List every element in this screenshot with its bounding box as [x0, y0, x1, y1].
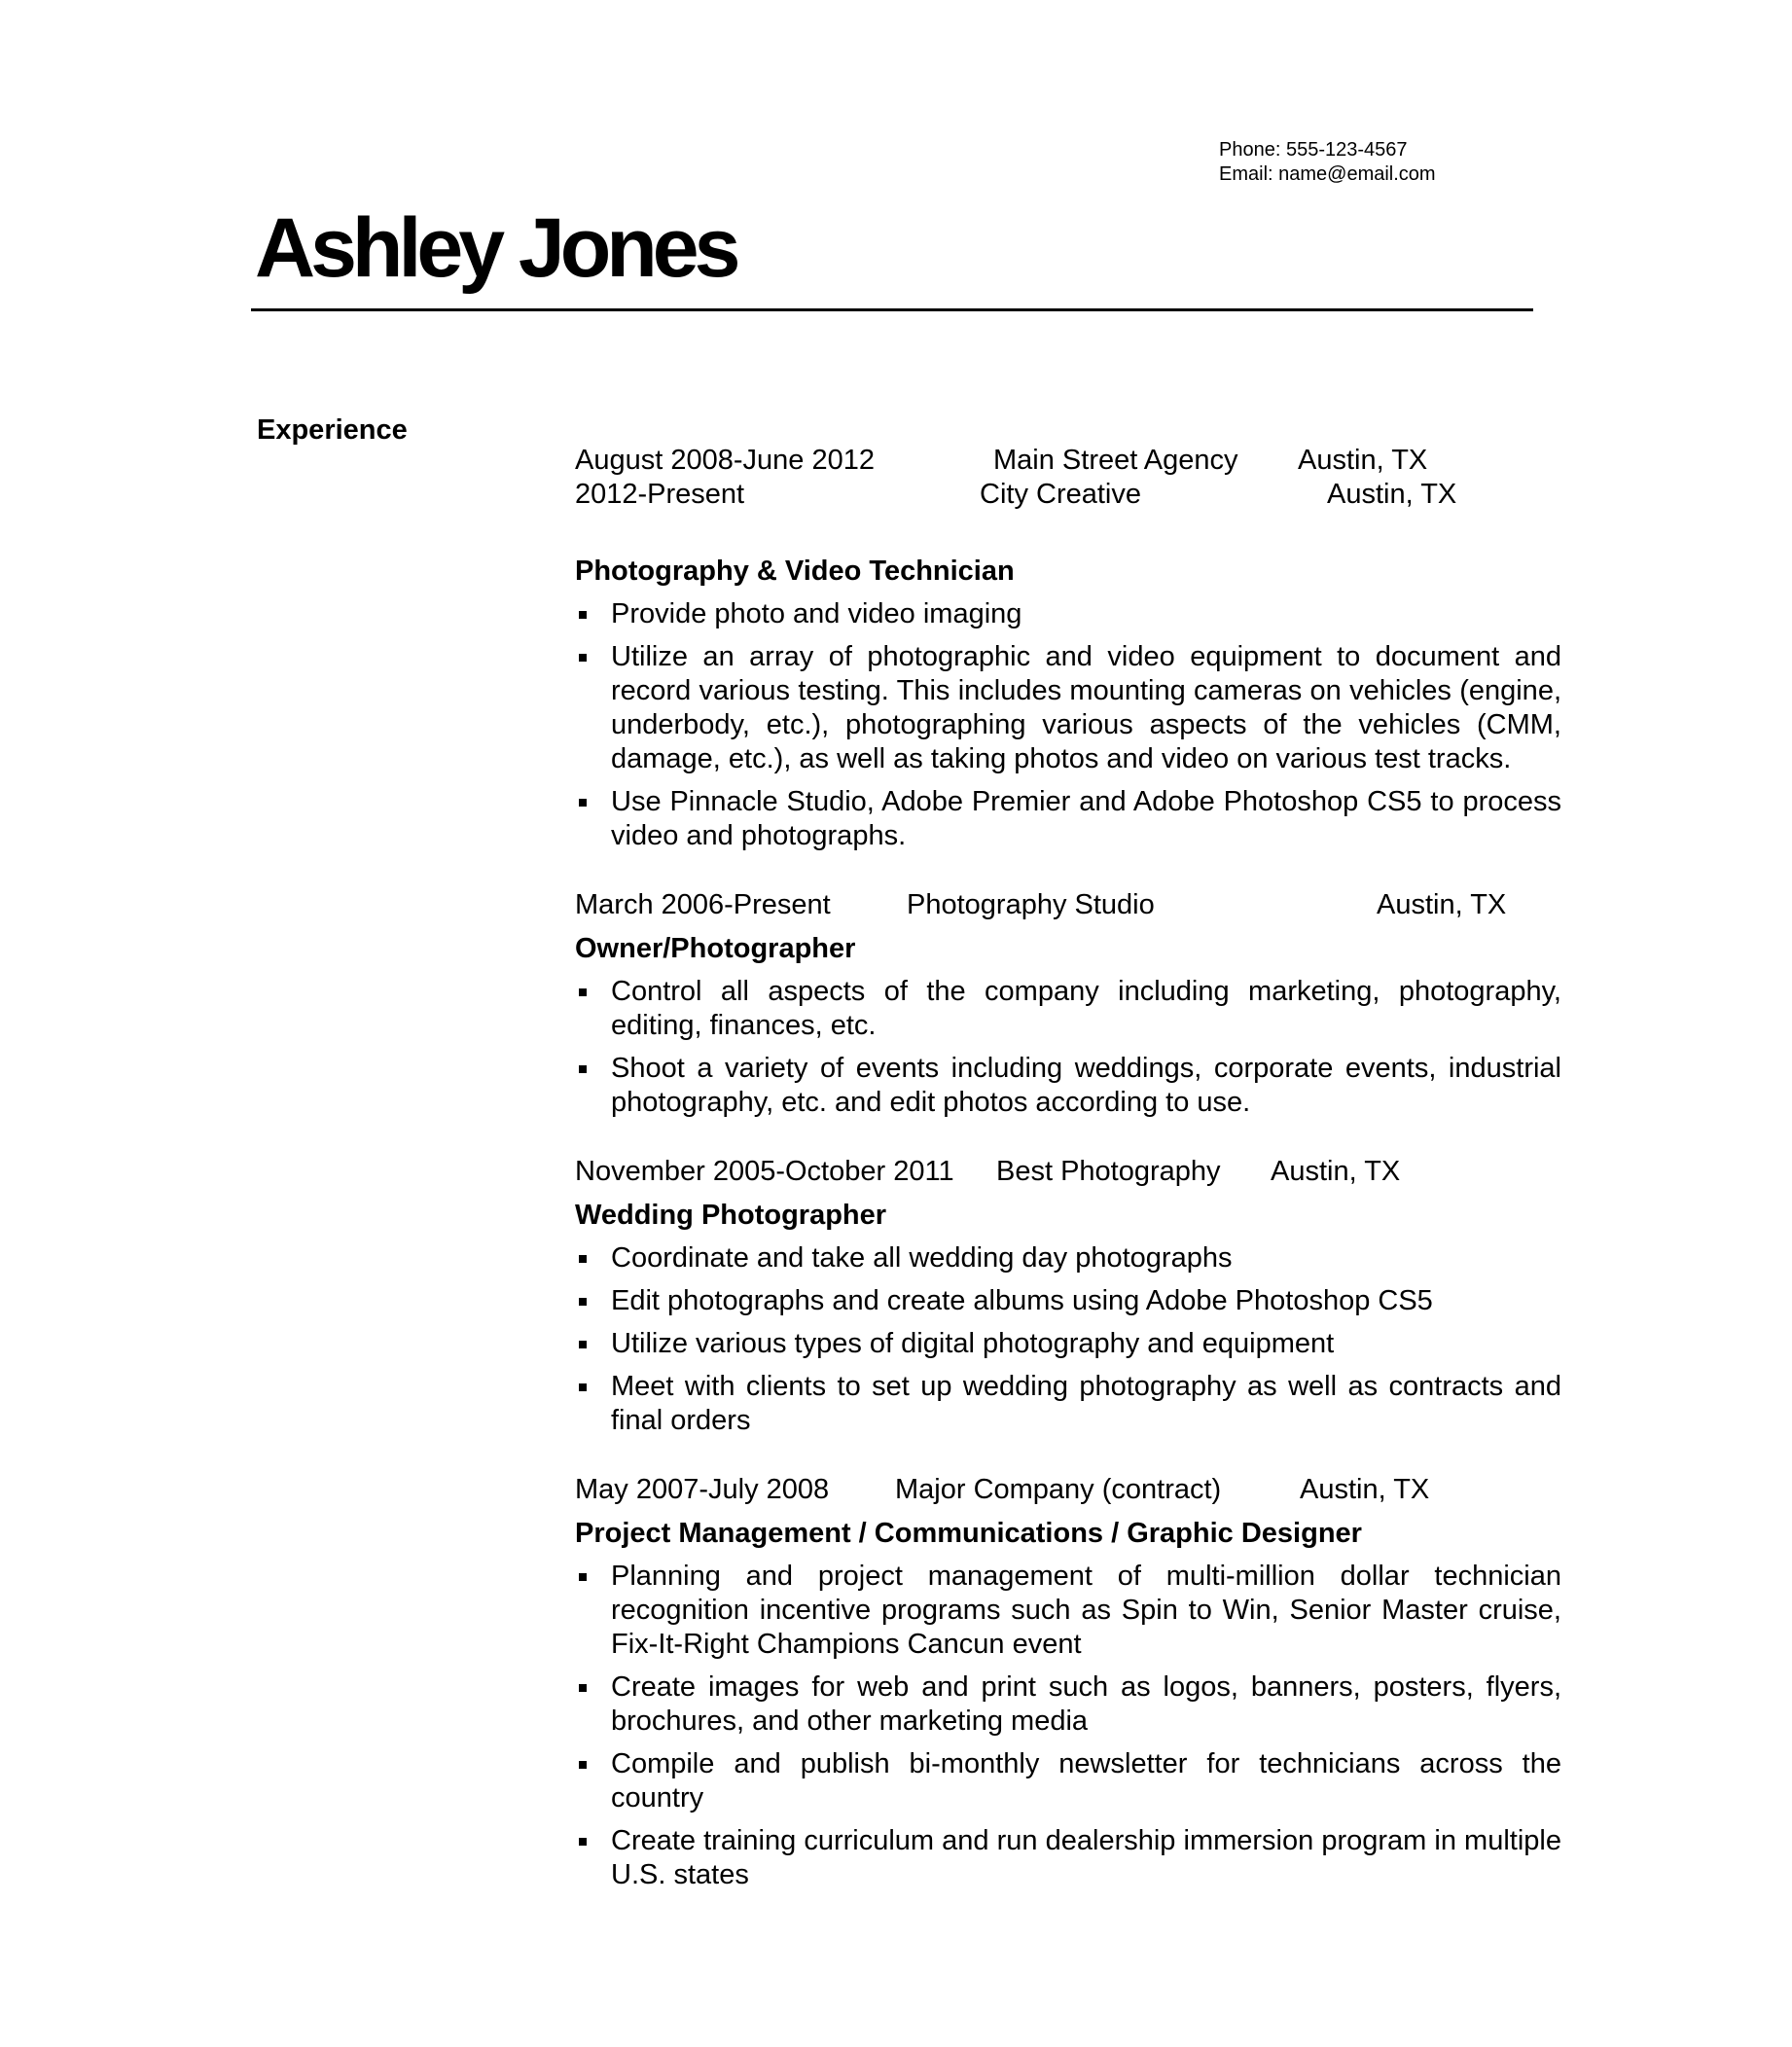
bullet-item: Create images for web and print such as logos, banners, posters, flyers, brochures, and other marketing media	[575, 1670, 1561, 1739]
job-meta-line	[575, 1473, 1561, 1507]
bullet-square-icon	[579, 1255, 587, 1263]
bullet-item: Edit photographs and create albums using Adobe Photoshop CS5	[575, 1284, 1561, 1318]
job-title: Owner/Photographer	[575, 933, 856, 964]
job-entry	[575, 1155, 1561, 1438]
bullet-item: Shoot a variety of events including weddings, corporate events, industrial photography, etc. and edit photos according to use.	[575, 1052, 1561, 1120]
job-location: Austin, TX	[1300, 1474, 1430, 1505]
job-dates: August 2008-June 2012	[575, 445, 875, 476]
bullet-square-icon	[579, 1684, 587, 1692]
bullet-item: Control all aspects of the company including marketing, photography, editing, finances, etc.	[575, 975, 1561, 1043]
job-location: Austin, TX	[1271, 1156, 1401, 1187]
bullet-list	[575, 1560, 1561, 1892]
job-company: Photography Studio	[907, 889, 1155, 920]
experience-content	[575, 444, 1561, 1892]
bullet-item: Utilize an array of photographic and video equipment to document and record various testing. This includes mounting cameras on vehicles (engine, underbody, etc.), photographing various aspects of the vehicles (CMM, damage, etc.), as well as taking photos and video on various test tracks.	[575, 640, 1561, 776]
job-meta-line	[575, 1155, 1561, 1189]
job-entry	[575, 1473, 1561, 1892]
bullet-list	[575, 1241, 1561, 1438]
job-title: Wedding Photographer	[575, 1200, 887, 1231]
bullet-square-icon	[579, 654, 587, 662]
job-title: Project Management / Communications / Graphic Designer	[575, 1518, 1362, 1549]
bullet-square-icon	[579, 1341, 587, 1348]
job-location: Austin, TX	[1377, 889, 1507, 920]
job-location: Austin, TX	[1298, 445, 1428, 476]
bullet-item: Provide photo and video imaging	[575, 597, 1561, 631]
bullet-square-icon	[579, 1573, 587, 1581]
bullet-item: Utilize various types of digital photography and equipment	[575, 1327, 1561, 1361]
job-meta-line	[575, 444, 1561, 478]
job-dates: November 2005-October 2011	[575, 1156, 954, 1187]
bullet-square-icon	[579, 611, 587, 619]
job-meta-line	[575, 478, 1561, 512]
bullet-square-icon	[579, 799, 587, 807]
bullet-list	[575, 597, 1561, 853]
bullet-square-icon	[579, 1383, 587, 1391]
job-entry	[575, 888, 1561, 1120]
experience-heading: Experience	[257, 414, 408, 446]
job-dates: 2012-Present	[575, 479, 745, 510]
bullet-item: Meet with clients to set up wedding photography as well as contracts and final orders	[575, 1370, 1561, 1438]
bullet-item: Use Pinnacle Studio, Adobe Premier and Adobe Photoshop CS5 to process video and photographs.	[575, 785, 1561, 853]
job-title: Photography & Video Technician	[575, 556, 1015, 587]
job-meta-line	[575, 888, 1561, 922]
job-location: Austin, TX	[1327, 479, 1457, 510]
bullet-square-icon	[579, 1065, 587, 1073]
phone-text: Phone: 555-123-4567	[1219, 139, 1408, 161]
job-company: Major Company (contract)	[895, 1474, 1222, 1505]
job-dates: May 2007-July 2008	[575, 1474, 830, 1505]
bullet-square-icon	[579, 1298, 587, 1306]
job-dates: March 2006-Present	[575, 889, 831, 920]
job-company: Main Street Agency	[993, 445, 1238, 476]
job-company: City Creative	[980, 479, 1141, 510]
candidate-name: Ashley Jones	[255, 201, 736, 295]
job-company: Best Photography	[996, 1156, 1221, 1187]
bullet-square-icon	[579, 988, 587, 996]
contact-info	[1219, 138, 1436, 187]
bullet-square-icon	[579, 1838, 587, 1846]
bullet-item: Coordinate and take all wedding day photographs	[575, 1241, 1561, 1275]
bullet-square-icon	[579, 1761, 587, 1769]
bullet-list	[575, 975, 1561, 1120]
bullet-item: Compile and publish bi-monthly newsletter for technicians across the country	[575, 1747, 1561, 1815]
bullet-item: Planning and project management of multi-million dollar technician recognition incentive programs such as Spin to Win, Senior Master cruise, Fix-It-Right Champions Cancun event	[575, 1560, 1561, 1662]
email-text: Email: name@email.com	[1219, 163, 1436, 185]
bullet-item: Create training curriculum and run dealership immersion program in multiple U.S. states	[575, 1824, 1561, 1892]
job-entry	[575, 444, 1561, 853]
header-divider	[251, 308, 1533, 311]
